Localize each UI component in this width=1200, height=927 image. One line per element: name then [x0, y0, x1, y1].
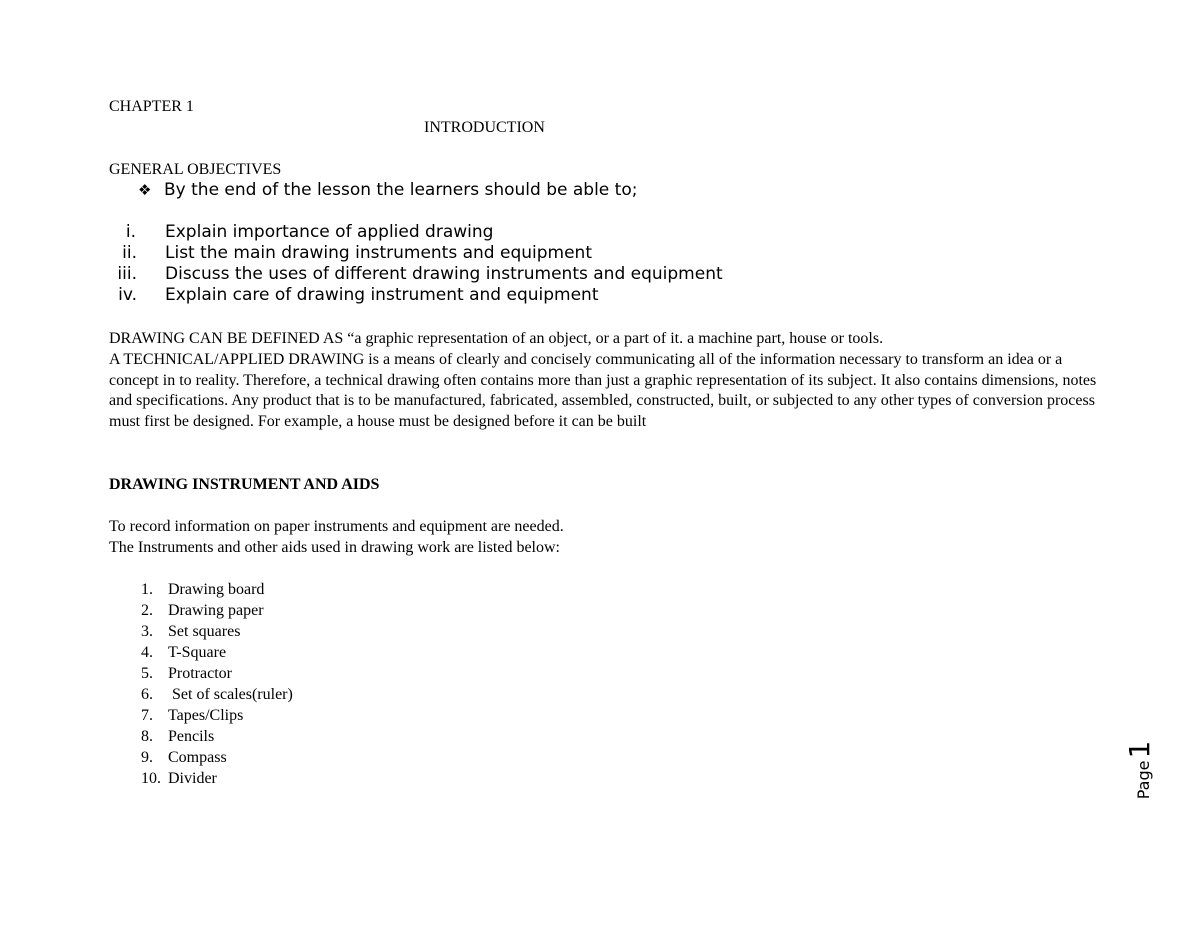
definition-paragraph [109, 329, 1104, 433]
definition-line: DRAWING CAN BE DEFINED AS “a graphic representation of an object, or a part of it. a machine part, house or tools. [109, 330, 884, 347]
list-item-number: 3. [141, 623, 153, 640]
page-number: 1 [1123, 740, 1156, 759]
list-item-number: 8. [141, 728, 153, 745]
chapter-label: CHAPTER 1 [109, 98, 194, 115]
list-item-number: 4. [141, 644, 153, 661]
list-item-number: 2. [141, 602, 153, 619]
list-item-text: Protractor [168, 665, 232, 682]
list-item-number: 10. [141, 770, 161, 787]
list-item-text: Set squares [168, 623, 241, 640]
list-item-text: Tapes/Clips [168, 707, 244, 724]
objective-number: i. [125, 222, 136, 242]
list-item-text: Divider [168, 770, 217, 787]
list-item-number: 1. [141, 581, 153, 598]
list-item-text: Drawing board [168, 581, 265, 598]
instruments-heading: DRAWING INSTRUMENT AND AIDS [109, 476, 380, 493]
general-objectives-heading: GENERAL OBJECTIVES [109, 161, 282, 178]
page-title: INTRODUCTION [424, 119, 545, 136]
list-item-text: Pencils [168, 728, 215, 745]
list-item-number: 7. [141, 707, 153, 724]
objectives-lead [138, 180, 637, 201]
list-item-text: Set of scales(ruler) [168, 686, 293, 703]
objective-item [0, 222, 900, 243]
objective-text: Explain care of drawing instrument and equipment [165, 285, 599, 305]
objective-item [0, 243, 900, 264]
objective-item [0, 285, 900, 306]
list-item-number: 9. [141, 749, 153, 766]
list-item-number: 6. [141, 686, 153, 703]
page-word: Page [1134, 760, 1153, 800]
instruments-intro-line: To record information on paper instruments and equipment are needed. [109, 518, 564, 535]
instruments-intro-line: The Instruments and other aids used in drawing work are listed below: [109, 539, 560, 556]
objective-text: Discuss the uses of different drawing instruments and equipment [165, 264, 723, 284]
objectives-lead-text: By the end of the lesson the learners should be able to; [164, 180, 638, 200]
page-number-footer [1123, 740, 1193, 800]
objective-text: Explain importance of applied drawing [165, 222, 494, 242]
list-item-text: T-Square [168, 644, 227, 661]
objective-number: iv. [118, 285, 137, 305]
objective-number: iii. [117, 264, 137, 284]
objective-number: ii. [122, 243, 137, 263]
diamond-bullet-icon: ❖ [138, 181, 152, 199]
technical-drawing-description: A TECHNICAL/APPLIED DRAWING is a means of clearly and concisely communicating all of the information necessary to transform an idea or a concept in to reality. Therefore, a technical drawing often contains more than just a graphic representation of its subject. It also contains dimensions, notes and specifications. Any product that is to be manufactured, fabricated, assembled, constructed, built, or subjected to any other types of conversion process must first be designed. For example, a house must be designed before it can be built [109, 350, 1097, 431]
list-item-text: Compass [168, 749, 227, 766]
list-item-number: 5. [141, 665, 153, 682]
objective-item [0, 264, 900, 285]
objective-text: List the main drawing instruments and equipment [165, 243, 592, 263]
list-item-text: Drawing paper [168, 602, 264, 619]
